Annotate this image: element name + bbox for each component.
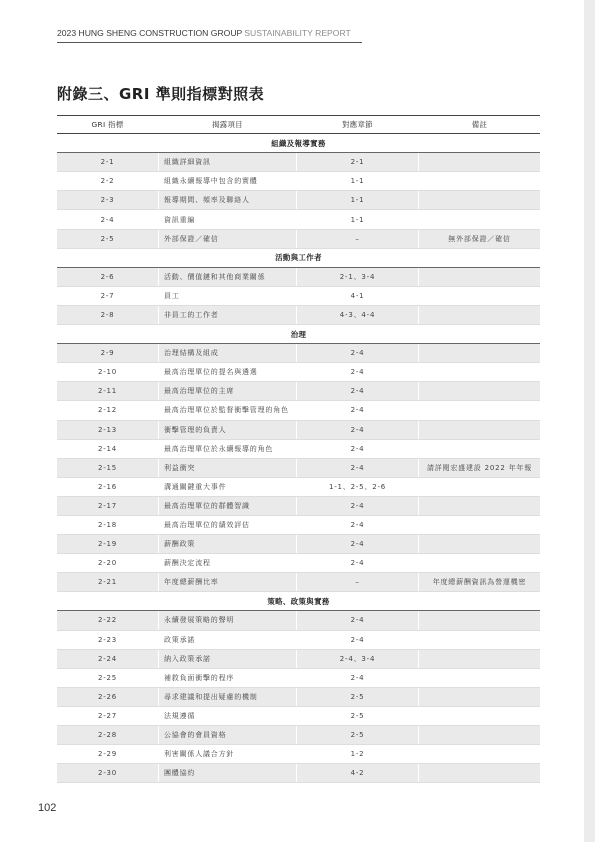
table-row (57, 440, 540, 459)
chapter-cell: 2-4 (296, 421, 418, 439)
table-row (57, 363, 540, 382)
disclosure-item-cell: 尋求建議和提出疑慮的機制 (158, 688, 296, 706)
gri-indicator-cell: 2-27 (97, 711, 118, 720)
disclosure-item-cell: 年度總薪酬比率 (158, 573, 296, 591)
section-title: 策略、政策與實務 (267, 596, 330, 606)
report-type-label: SUSTAINABILITY REPORT (244, 28, 351, 38)
remark-cell: 年度總薪酬資訊為營運機密 (418, 573, 540, 591)
disclosure-item-cell: 活動、價值鏈和其他商業關係 (158, 268, 296, 286)
section-header-row (57, 249, 540, 268)
gri-indicator-cell: 2-10 (97, 368, 118, 377)
section-title: 治理 (290, 329, 307, 339)
disclosure-item-cell: 最高治理單位的績效評估 (158, 516, 296, 534)
gri-indicator-cell: 2-6 (57, 268, 158, 286)
remark-cell (418, 516, 540, 534)
table-row (57, 631, 540, 650)
disclosure-item-cell: 資訊重編 (158, 210, 296, 228)
remark-cell (418, 764, 540, 782)
chapter-cell: 2-4 (296, 554, 418, 572)
disclosure-item-cell: 非員工的工作者 (158, 306, 296, 324)
remark-cell (418, 726, 540, 744)
chapter-cell: 2-4 (296, 440, 418, 458)
remark-cell (418, 554, 540, 572)
disclosure-item-cell: 薪酬政策 (158, 535, 296, 553)
remark-cell (418, 421, 540, 439)
disclosure-item-cell: 最高治理單位於永續報導的角色 (158, 440, 296, 458)
chapter-cell: 2-1 (296, 153, 418, 171)
table-row (57, 688, 540, 707)
chapter-cell: 4-1 (296, 287, 418, 305)
remark-cell (418, 172, 540, 190)
table-row (57, 421, 540, 440)
side-tab-strip (584, 0, 595, 842)
chapter-cell: 4-3、4-4 (296, 306, 418, 324)
chapter-cell: 2-4 (296, 363, 418, 381)
remark-cell (418, 535, 540, 553)
table-row (57, 726, 540, 745)
remark-cell (418, 153, 540, 171)
gri-indicator-cell: 2-24 (57, 650, 158, 668)
table-row (57, 573, 540, 592)
chapter-cell: 2-4 (296, 344, 418, 362)
chapter-cell: 2-5 (296, 688, 418, 706)
disclosure-item-cell: 報導期間、頻率及聯絡人 (158, 191, 296, 209)
gri-indicator-cell: 2-14 (97, 444, 118, 453)
disclosure-item-cell: 利益衝突 (158, 459, 296, 477)
chapter-cell: 1-1 (296, 172, 418, 190)
remark-cell (418, 191, 540, 209)
report-company-name: 2023 HUNG SHENG CONSTRUCTION GROUP (57, 28, 243, 38)
gri-indicator-cell: 2-21 (57, 573, 158, 591)
gri-indicator-cell: 2-12 (97, 406, 118, 415)
chapter-cell: 1-2 (296, 745, 418, 763)
gri-indicator-cell: 2-22 (57, 611, 158, 629)
chapter-cell: 4-2 (296, 764, 418, 782)
chapter-cell: 1-1 (296, 210, 418, 228)
gri-indicator-cell: 2-29 (97, 750, 118, 759)
remark-cell (418, 344, 540, 362)
disclosure-item-cell: 組織詳細資訊 (158, 153, 296, 171)
chapter-cell: 1-1、2-5、2-6 (296, 478, 418, 496)
gri-indicator-cell: 2-13 (57, 421, 158, 439)
gri-indicator-cell: 2-17 (57, 497, 158, 515)
remark-cell (418, 650, 540, 668)
gri-indicator-cell: 2-18 (97, 521, 118, 530)
disclosure-item-cell: 治理結構及組成 (158, 344, 296, 362)
gri-indicator-cell: 2-26 (57, 688, 158, 706)
gri-indicator-cell: 2-25 (97, 673, 118, 682)
gri-indicator-cell: 2-15 (57, 459, 158, 477)
table-row (57, 478, 540, 497)
gri-indicator-cell: 2-4 (100, 215, 115, 224)
chapter-cell: 2-4 (296, 382, 418, 400)
disclosure-item-cell: 最高治理單位的提名與遴選 (158, 363, 296, 381)
disclosure-item-cell: 最高治理單位的群體智識 (158, 497, 296, 515)
disclosure-item-cell: 法規遵循 (158, 707, 296, 725)
disclosure-item-cell: 納入政策承諾 (158, 650, 296, 668)
gri-indicator-cell: 2-19 (57, 535, 158, 553)
column-header-note: 備註 (418, 116, 540, 133)
table-row (57, 401, 540, 420)
remark-cell (418, 688, 540, 706)
gri-indicator-cell: 2-11 (57, 382, 158, 400)
gri-indicator-cell: 2-5 (57, 230, 158, 248)
chapter-cell: 2-4 (296, 497, 418, 515)
remark-cell (418, 306, 540, 324)
table-row (57, 764, 540, 783)
chapter-cell: 1-1 (296, 191, 418, 209)
disclosure-item-cell: 補救負面衝擊的程序 (158, 669, 296, 687)
table-row (57, 344, 540, 363)
table-header-row (57, 115, 540, 134)
chapter-cell: 2-1、3-4 (296, 268, 418, 286)
gri-indicator-cell: 2-20 (97, 559, 118, 568)
chapter-cell: – (296, 230, 418, 248)
gri-indicator-cell: 2-1 (57, 153, 158, 171)
gri-indicator-cell: 2-3 (57, 191, 158, 209)
remark-cell: 請詳閱宏盛建設 2022 年年報 (418, 459, 540, 477)
disclosure-item-cell: 薪酬決定流程 (158, 554, 296, 572)
disclosure-item-cell: 團體協約 (158, 764, 296, 782)
table-row (57, 210, 540, 229)
table-row (57, 172, 540, 191)
table-row (57, 516, 540, 535)
table-row (57, 230, 540, 249)
table-row (57, 669, 540, 688)
chapter-cell: – (296, 573, 418, 591)
running-header (57, 28, 351, 38)
disclosure-item-cell: 永續發展策略的聲明 (158, 611, 296, 629)
remark-cell (418, 611, 540, 629)
chapter-cell: 2-5 (296, 726, 418, 744)
remark-cell (418, 363, 540, 381)
gri-indicator-cell: 2-2 (100, 177, 115, 186)
chapter-cell: 2-4 (296, 516, 418, 534)
chapter-cell: 2-4、3-4 (296, 650, 418, 668)
table-row (57, 745, 540, 764)
chapter-cell: 2-4 (296, 401, 418, 419)
table-row (57, 535, 540, 554)
disclosure-item-cell: 最高治理單位的主席 (158, 382, 296, 400)
disclosure-item-cell: 溝通關鍵重大事件 (158, 478, 296, 496)
header-divider (57, 42, 362, 43)
remark-cell (418, 707, 540, 725)
disclosure-item-cell: 員工 (158, 287, 296, 305)
table-row (57, 611, 540, 630)
disclosure-item-cell: 組織永續報導中包含的實體 (158, 172, 296, 190)
remark-cell (418, 745, 540, 763)
remark-cell (418, 382, 540, 400)
chapter-cell: 2-5 (296, 707, 418, 725)
gri-indicator-cell: 2-16 (97, 482, 118, 491)
gri-indicator-cell: 2-28 (57, 726, 158, 744)
chapter-cell: 2-4 (296, 611, 418, 629)
page-title: 附錄三、GRI 準則指標對照表 (57, 85, 265, 103)
gri-indicator-cell: 2-7 (100, 291, 115, 300)
remark-cell (418, 497, 540, 515)
column-header-gri: GRI 指標 (91, 120, 124, 130)
section-title: 組織及報導實務 (271, 138, 326, 148)
remark-cell (418, 631, 540, 649)
chapter-cell: 2-4 (296, 669, 418, 687)
section-header-row (57, 325, 540, 344)
gri-indicator-cell: 2-9 (57, 344, 158, 362)
chapter-cell: 2-4 (296, 459, 418, 477)
disclosure-item-cell: 利害關係人議合方針 (158, 745, 296, 763)
column-header-chapter: 對應章節 (296, 116, 418, 133)
disclosure-item-cell: 公協會的會員資格 (158, 726, 296, 744)
table-row (57, 497, 540, 516)
section-header-row (57, 134, 540, 153)
disclosure-item-cell: 政策承諾 (158, 631, 296, 649)
table-row (57, 153, 540, 172)
disclosure-item-cell: 最高治理單位於監督衝擊管理的角色 (158, 401, 296, 419)
page-number: 102 (38, 802, 57, 814)
gri-indicator-cell: 2-8 (57, 306, 158, 324)
table-row (57, 287, 540, 306)
disclosure-item-cell: 衝擊管理的負責人 (158, 421, 296, 439)
gri-indicator-cell: 2-23 (97, 635, 118, 644)
table-row (57, 554, 540, 573)
table-row (57, 650, 540, 669)
remark-cell (418, 210, 540, 228)
table-row (57, 191, 540, 210)
chapter-cell: 2-4 (296, 535, 418, 553)
remark-cell (418, 287, 540, 305)
remark-cell (418, 401, 540, 419)
remark-cell (418, 669, 540, 687)
table-row (57, 268, 540, 287)
column-header-item: 揭露項目 (158, 116, 296, 133)
remark-cell (418, 440, 540, 458)
section-title: 活動與工作者 (275, 253, 322, 263)
remark-cell (418, 268, 540, 286)
gri-indicator-cell: 2-30 (57, 764, 158, 782)
table-row (57, 707, 540, 726)
remark-cell (418, 478, 540, 496)
disclosure-item-cell: 外部保證／確信 (158, 230, 296, 248)
chapter-cell: 2-4 (296, 631, 418, 649)
remark-cell: 無外部保證／確信 (418, 230, 540, 248)
section-header-row (57, 592, 540, 611)
table-row (57, 306, 540, 325)
gri-index-table (57, 115, 540, 783)
table-row (57, 382, 540, 401)
table-row (57, 459, 540, 478)
